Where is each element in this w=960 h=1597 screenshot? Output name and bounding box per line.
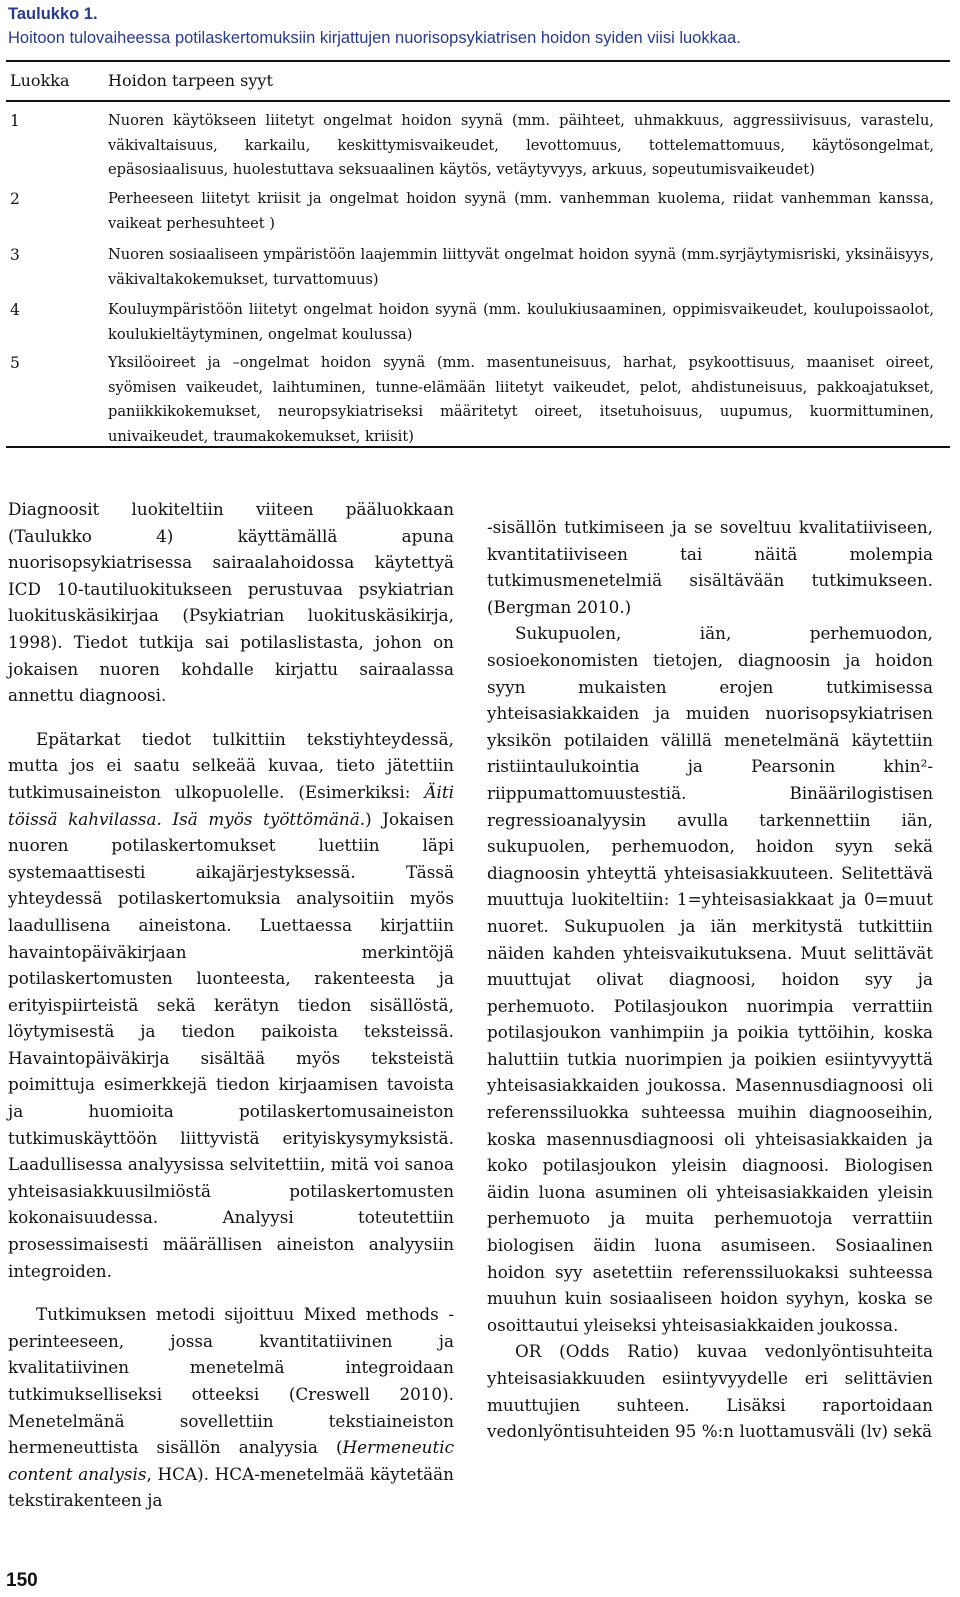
left-paragraph-2-example: Äiti töissä kahvilassa. Isä myös työttömänä. [8,781,454,829]
left-paragraph-3 [8,1301,454,1514]
row-text: Kouluympäristöön liitetyt ongelmat hoidon syynä (mm. koulukiusaaminen, oppimisvaikeudet, koulupoissaolot, koulukieltäytyminen, ongelmat koulussa) [108,301,934,343]
right-paragraph-2: Sukupuolen, iän, perhemuodon, sosioekonomisten tietojen, diagnoosin ja hoidon syyn mukaisten erojen tutkimisessa yhteisasiakkaiden ja muiden nuorisopsykiatrisen yksikön potilaiden välillä menetelmänä käytettiin ristiintaulukointia ja Pearsonin khin²-riippumattomuustestiä. Binäärilogistisen regressioanalyysin avulla tarkennettiin iän, sukupuolen, perhemuodon, hoidon syyn sekä diagnoosin yhteyttä yhteisasiakkuuteen. Selitettävä muuttuja luokiteltiin: 1=yhteisasiakkaat ja 0=muut nuoret. Sukupuolen ja iän merkitystä tutkittiin näiden kahden yhteisvaikutuksena. Muut selittävät muuttujat olivat diagnoosi, hoidon syy ja perhemuoto. Potilasjoukon nuorimpia verrattiin potilasjoukon vanhimpiin ja poikia tyttöihin, koska haluttiin tutkia nuorimpien ja poikien esiintyvyyttä yhteisasiakkaiden joukossa. Masennusdiagnoosi oli referenssiluokka suhteessa muihin diagnooseihin, koska masennusdiagnoosi oli yhteisasiakkaiden ja koko potilasjoukon yleisin diagnoosi. Biologisen äidin luona asuminen oli yhteisasiakkaiden yleisin perhemuoto ja muita perhemuotoja verrattiin biologisen äidin luona asumiseen. Sosiaalinen hoidon syy asetettiin referenssiluokaksi suhteessa muuhun kuin sosiaaliseen hoidon syyhyn, koska se osoittautui yleiseksi yhteisasiakkaiden joukossa. [487,623,933,1335]
row-number: 3 [10,246,20,264]
right-paragraph-3: OR (Odds Ratio) kuvaa vedonlyöntisuhteita yhteisasiakkuuden esiintyvyydelle eri selittävien muuttujien suhteen. Lisäksi raportoidaan vedonlyöntisuhteiden 95 %:n luottamusväli (lv) sekä [487,1341,933,1442]
row-text: Nuoren käytökseen liitetyt ongelmat hoidon syynä (mm. päihteet, uhmakkuus, aggressiivisuus, varastelu, väkivaltaisuus, karkailu, keskittymisvaikeudet, levottomuus, tottelemattomuus, käytösongelmat, epäsosiaalisuus, huolestuttava seksuaalinen käytös, vetäytyvyys, arkuus, sopeutumisvaikeudet) [108,112,934,178]
row-text: Yksilöoireet ja –ongelmat hoidon syynä (mm. masentuneisuus, harhat, psykoottisuus, maaniset oireet, syömisen vaikeudet, laihtuminen, tunne-elämään liitetyt vaikeudet, pelot, ahdistuneisuus, pakkoajatukset, paniikkikokemukset, neuropsykiatriseksi määritetyt oireet, itsetuhoisuus, uupumus, kuormittuminen, univaikeudet, traumakokemukset, kriisit) [108,354,934,445]
row-text: Nuoren sosiaaliseen ympäristöön laajemmin liittyvät ongelmat hoidon syynä (mm.syrjäytymisriski, yksinäisyys, väkivaltakokemukset, turvattomuus) [108,246,934,288]
row-number: 1 [10,112,20,130]
left-paragraph-3-start: Tutkimuksen metodi sijoittuu Mixed methods -perinteeseen, jossa kvantitatiivinen ja kvalitatiivinen menetelmä integroidaan tutkimukselliseksi otteeksi (Creswell 2010). Menetelmänä sovellettiin tekstiaineiston hermeneuttista sisällön analyysia ( [8,1304,454,1458]
left-column [8,496,454,1514]
page-number: 150 [6,1570,38,1591]
row-number: 4 [10,301,20,319]
left-paragraph-2-end: ) Jokaisen nuoren potilaskertomukset luettiin läpi systemaattisesti aikajärjestyksessä. Tässä yhteydessä potilaskertomuksia analysoitiin myös laadullisena aineistona. Luettaessa kirjattiin havaintopäiväkirjaan merkintöjä potilaskertomusten luonteesta, rakenteesta ja erityispiirteistä sekä kerätyn tiedon sisällöstä, löytymisestä ja tiedon paikoista teksteissä. Havaintopäiväkirja sisältää myös teksteistä poimittuja esimerkkejä tiedon kirjaamisen tavoista ja huomioita potilaskertomusaineiston tutkimuskäyttöön liittyvistä erityiskysymyksistä. Laadullisessa analyysissa selvitettiin, mitä voi sanoa yhteisasiakkuusilmiöstä potilaskertomusten kokonaisuudessa. Analyysi toteutettiin prosessimaisesti määrällisen aineiston analyysiin integroiden. [8,808,454,1281]
left-paragraph-1: Diagnoosit luokiteltiin viiteen pääluokkaan (Taulukko 4) käyttämällä apuna nuorisopsykiatrisessa sairaalahoidossa käytettyä ICD 10-tautiluokitukseen perustuvaa psykiatrian luokituskäsikirjaa (Psykiatrian luokituskäsikirja, 1998). Tiedot tutkija sai potilaslistasta, johon on jokaisen nuoren kohdalle kirjattu sairaalassa annettu diagnoosi. [8,499,454,706]
left-paragraph-3-end: , HCA). HCA-menetelmää käytetään tekstirakenteen ja [8,1463,454,1511]
right-column [487,496,933,1445]
right-paragraph-1: -sisällön tutkimiseen ja se soveltuu kvalitatiiviseen, kvantitatiiviseen tai näitä molempia tutkimusmenetelmiä sisältävään tutkimukseen. (Bergman 2010.) [487,517,933,617]
header-hoidon-syyt: Hoidon tarpeen syyt [108,71,273,90]
left-paragraph-3-term: Hermeneutic content analysis [8,1437,454,1484]
table-caption-text: Hoitoon tulovaiheessa potilaskertomuksiin kirjattujen nuorisopsykiatrisen hoidon syiden viisi luokkaa. [8,29,741,47]
left-paragraph-2-start: Epätarkat tiedot tulkittiin tekstiyhteydessä, mutta jos ei saatu selkeää kuvaa, tieto jätettiin tutkimusaineiston ulkopuolelle. (Esimerkiksi: [8,728,454,802]
table-top-rule [6,60,950,62]
row-text: Perheeseen liitetyt kriisit ja ongelmat hoidon syynä (mm. vanhemman kuolema, riidat vanhemman kanssa, vaikeat perhesuhteet ) [108,190,934,232]
table-caption [8,2,948,50]
table-caption-title: Taulukko 1. [8,5,98,23]
row-number: 2 [10,190,20,208]
table-bottom-rule [6,446,950,448]
left-paragraph-2 [8,726,454,1284]
row-number: 5 [10,354,20,372]
table-header-rule [6,100,950,102]
header-luokka: Luokka [10,71,70,90]
